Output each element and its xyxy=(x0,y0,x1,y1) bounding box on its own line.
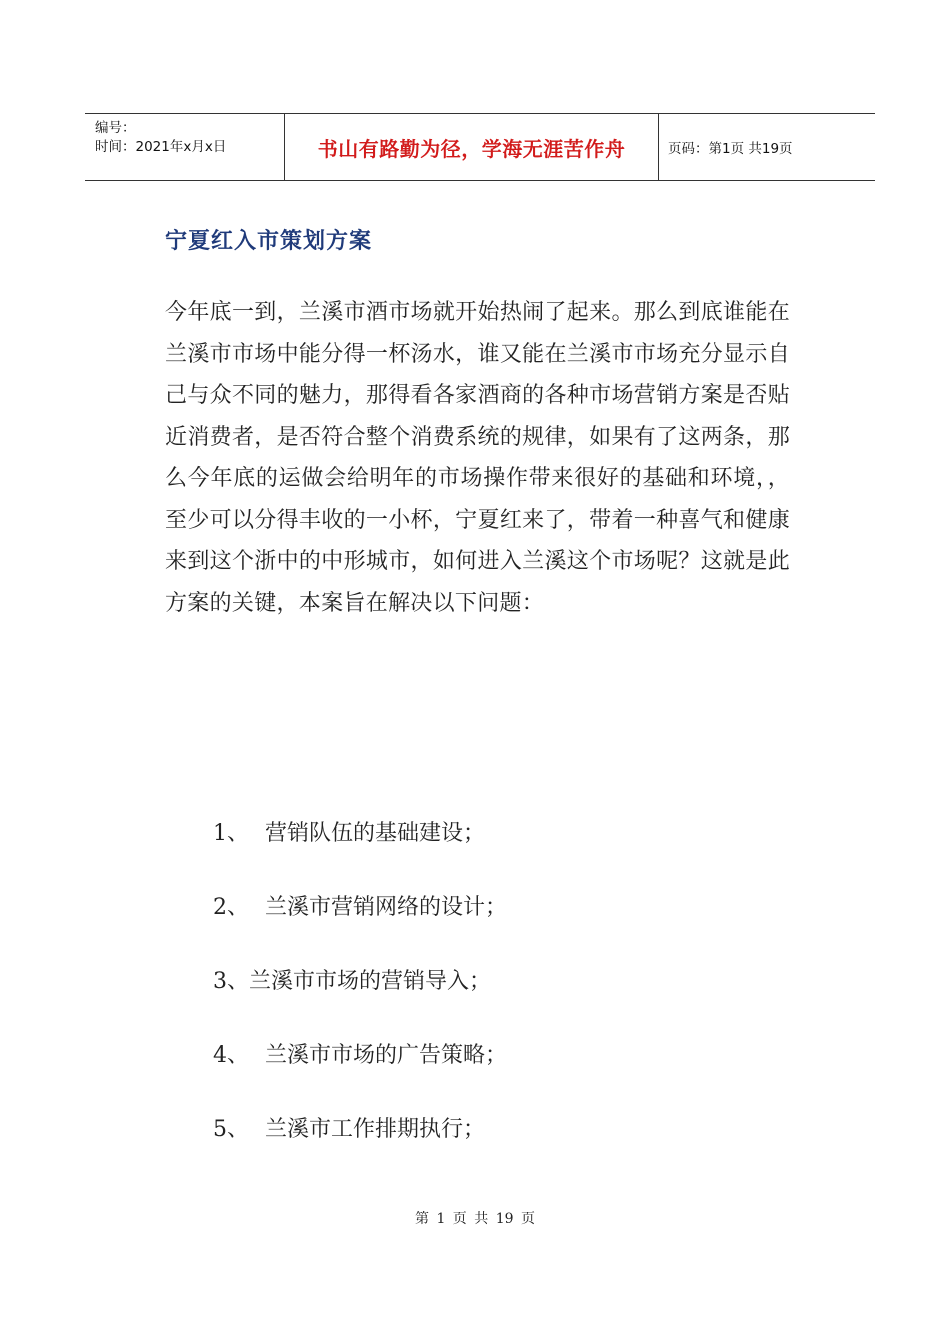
document-title: 宁夏红入市策划方案 xyxy=(165,229,373,254)
list-item-text: 兰溪市工作排期执行； xyxy=(265,1117,486,1142)
list-item-number: 4、 xyxy=(213,1043,249,1068)
list-item xyxy=(213,1111,507,1149)
list-item-text: 兰溪市营销网络的设计； xyxy=(265,895,508,920)
list-item-number: 5、 xyxy=(213,1117,249,1142)
list-item-text: 兰溪市市场的营销导入； xyxy=(249,969,492,994)
motto-cell xyxy=(285,114,659,180)
list-item xyxy=(213,815,507,853)
header-meta-cell xyxy=(85,114,285,180)
motto-text: 书山有路勤为径，学海无涯苦作舟 xyxy=(317,136,626,161)
page-footer: 第 1 页 共 19 页 xyxy=(415,1211,535,1227)
number-label: 编号： xyxy=(95,120,136,136)
header-table xyxy=(85,113,875,181)
list-item-number: 1、 xyxy=(213,821,249,846)
list-item xyxy=(213,963,507,1001)
list-item-number: 2、 xyxy=(213,895,249,920)
list-item-text: 营销队伍的基础建设； xyxy=(265,821,486,846)
list-item xyxy=(213,889,507,927)
list-item-text: 兰溪市市场的广告策略； xyxy=(265,1043,508,1068)
list-item-number: 3、 xyxy=(213,969,249,994)
page-info-cell xyxy=(659,114,875,180)
page-info-text: 页码：第1页 共19页 xyxy=(668,141,793,157)
problem-list xyxy=(213,815,507,1185)
date-label: 时间：2021年x月x日 xyxy=(95,139,227,155)
list-item xyxy=(213,1037,507,1075)
intro-paragraph: 今年底一到，兰溪市酒市场就开始热闹了起来。那么到底谁能在兰溪市市场中能分得一杯汤水，谁又能在兰溪市市场充分显示自己与众不同的魅力，那得看各家酒商的各种市场营销方案是否贴近消费者，是否符合整个消费系统的规律，如果有了这两条，那么今年底的运做会给明年的市场操作带来很好的基础和环境，，至少可以分得丰收的一小杯，宁夏红来了，带着一种喜气和健康来到这个浙中的中形城市，如何进入兰溪这个市场呢？这就是此方案的关键，本案旨在解决以下问题： xyxy=(165,300,790,616)
